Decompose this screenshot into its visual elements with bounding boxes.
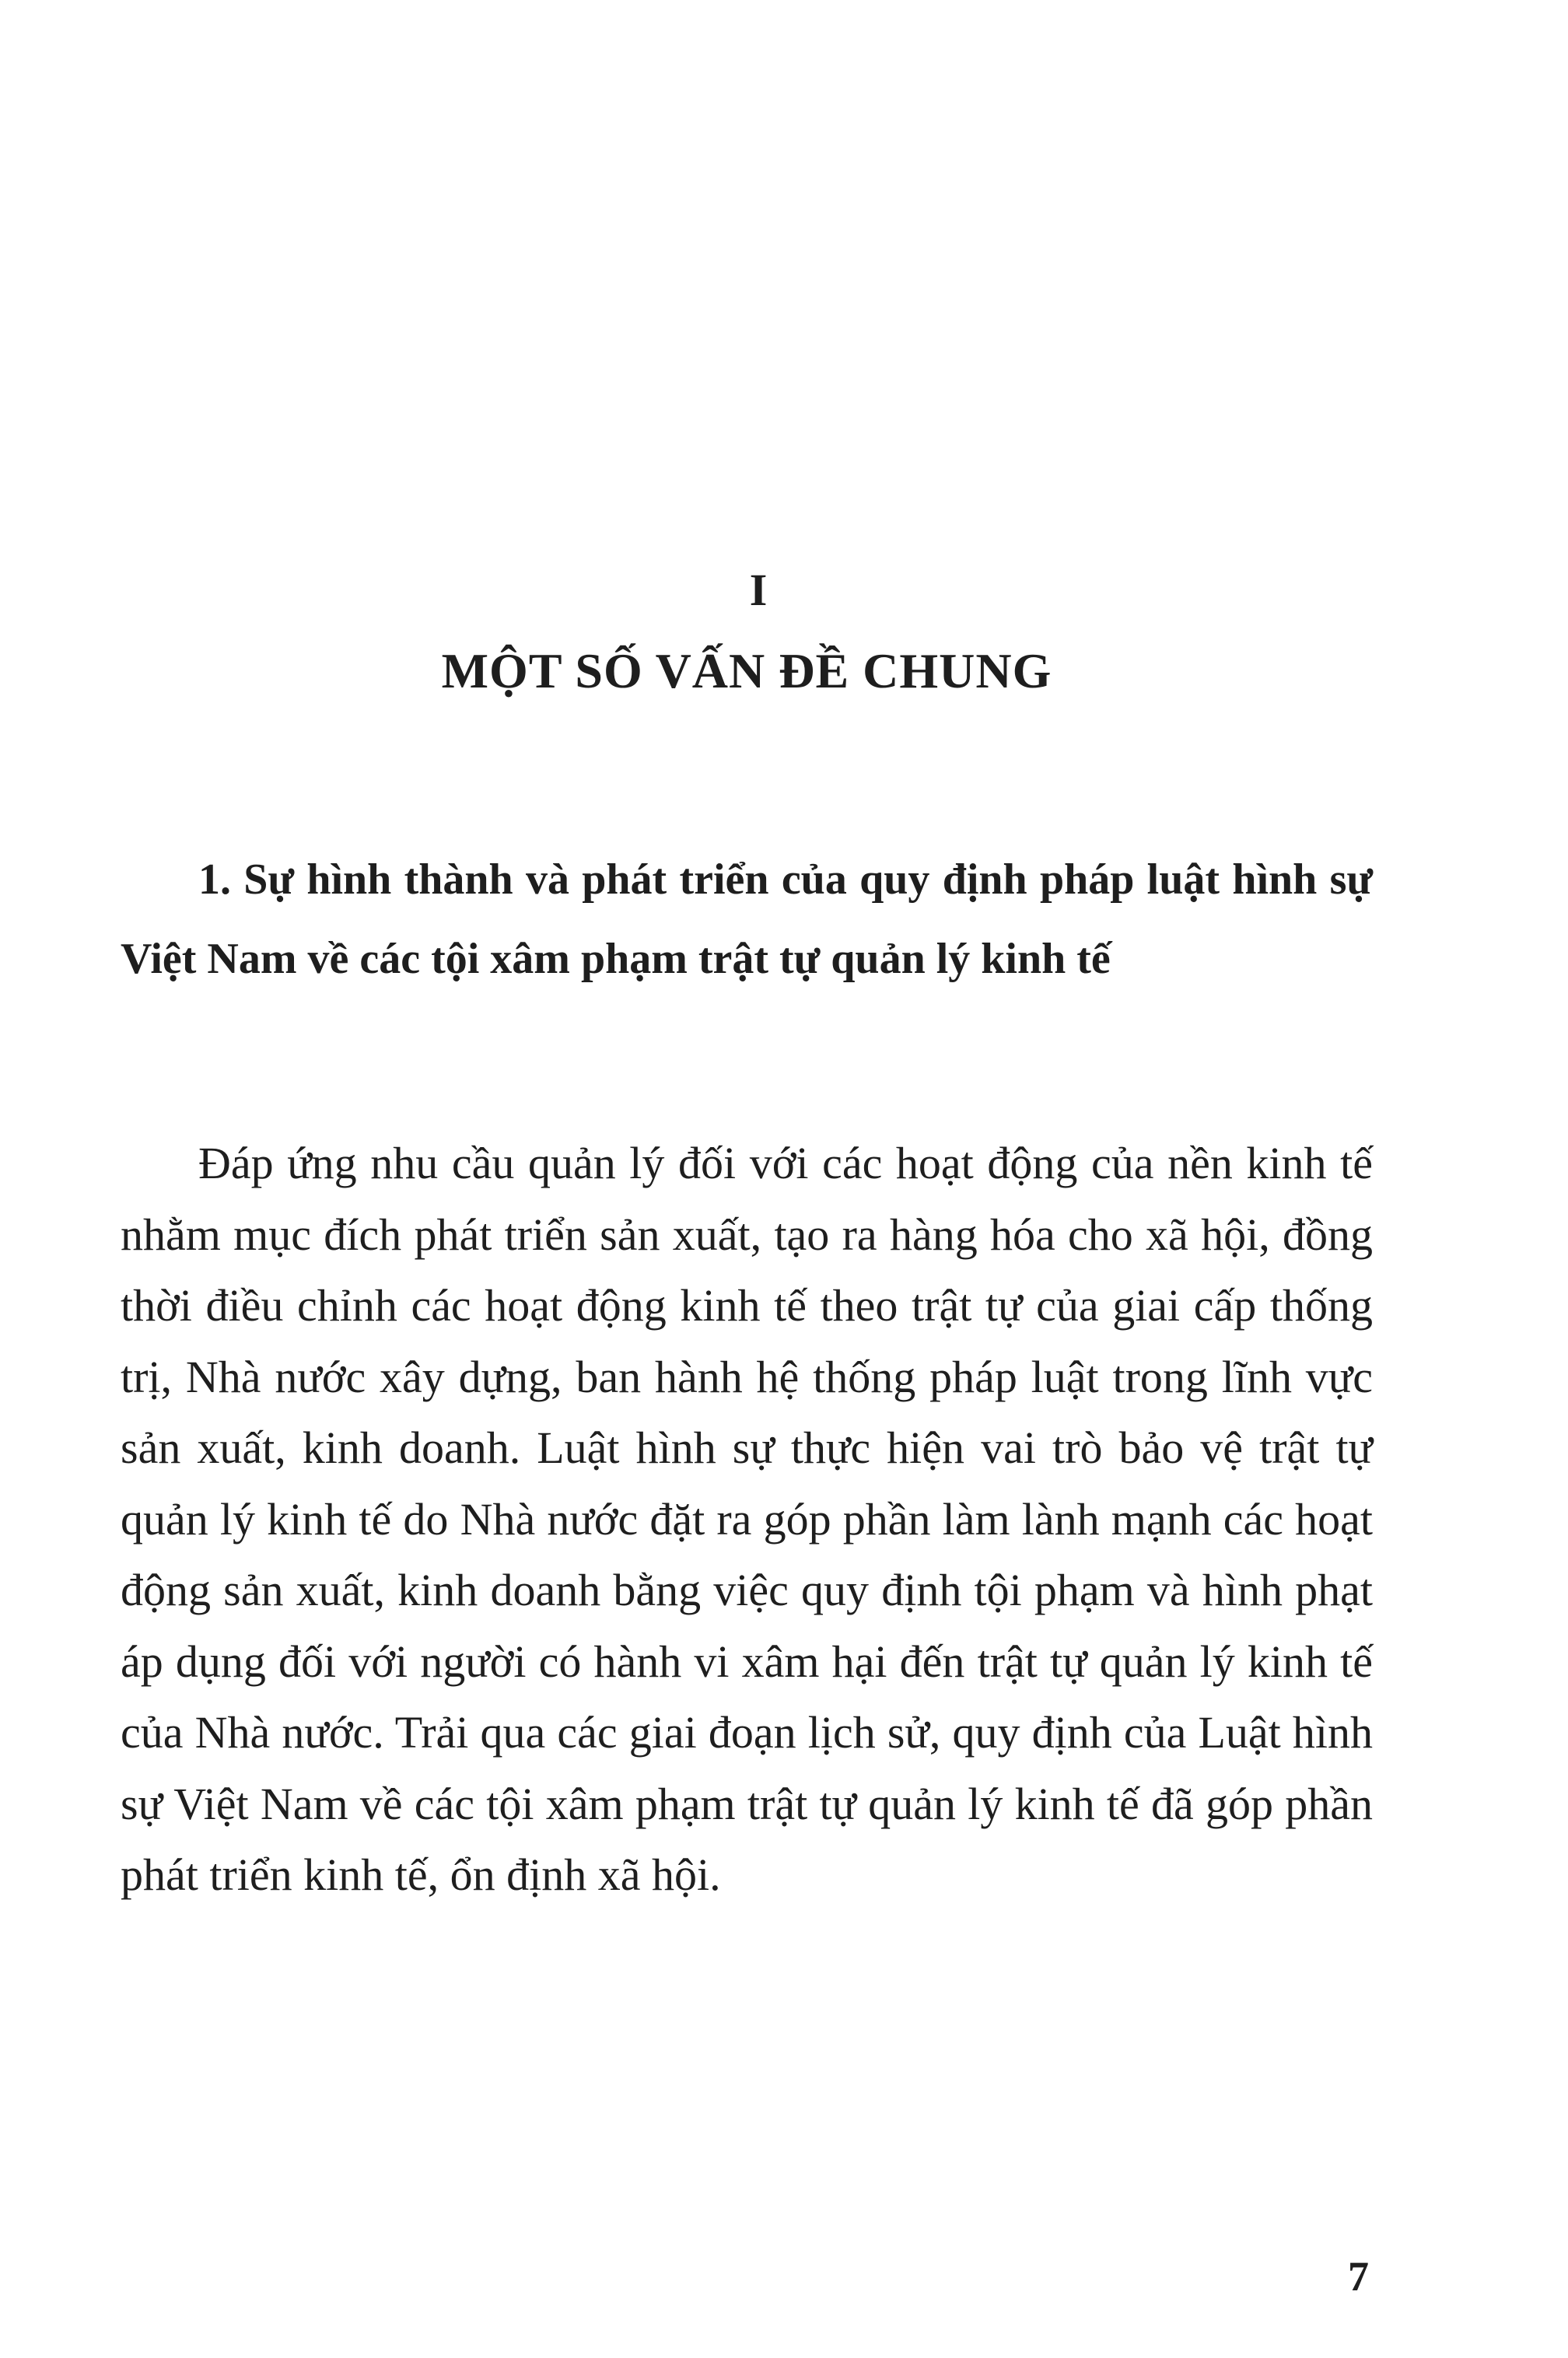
page-number: 7 — [1348, 2253, 1369, 2300]
section-heading: 1. Sự hình thành và phát triển của quy định pháp luật hình sự Việt Nam về các tội xâm phạm trật tự quản lý kinh tế — [121, 855, 1373, 983]
body-paragraph: Đáp ứng nhu cầu quản lý đối với các hoạt động của nền kinh tế nhằm mục đích phát triển sản xuất, tạo ra hàng hóa cho xã hội, đồng thời điều chỉnh các hoạt động kinh tế theo trật tự của giai cấp thống trị, Nhà nước xây dựng, ban hành hệ thống pháp luật trong lĩnh vực sản xuất, kinh doanh. Luật hình sự thực hiện vai trò bảo vệ trật tự quản lý kinh tế do Nhà nước đặt ra góp phần làm lành mạnh các hoạt động sản xuất, kinh doanh bằng việc quy định tội phạm và hình phạt áp dụng đối với người có hành vi xâm hại đến trật tự quản lý kinh tế của Nhà nước. Trải qua các giai đoạn lịch sử, quy định của Luật hình sự Việt Nam về các tội xâm phạm trật tự quản lý kinh tế đã góp phần phát triển kinh tế, ổn định xã hội. — [121, 1138, 1373, 1900]
chapter-number: I — [749, 565, 768, 615]
chapter-title: MỘT SỐ VẤN ĐỀ CHUNG — [441, 643, 1052, 698]
